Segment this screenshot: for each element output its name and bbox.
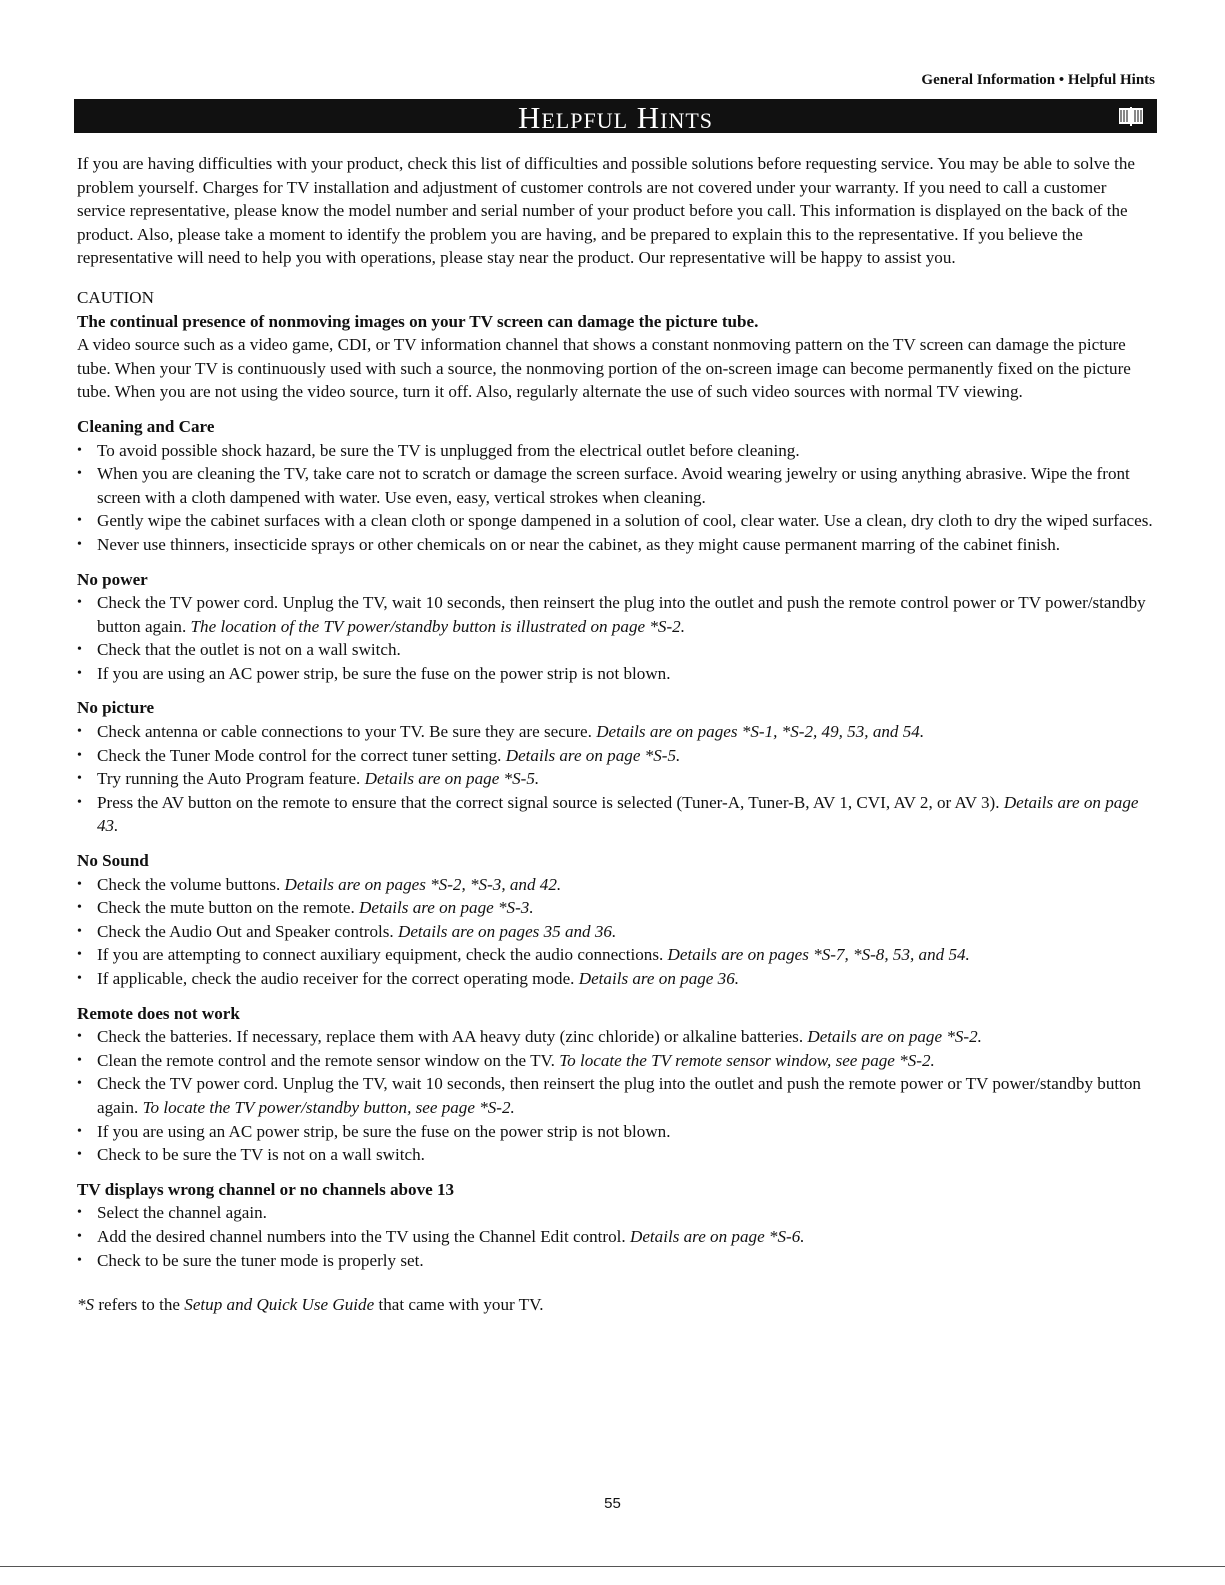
hint-text: Check the TV power cord. Unplug the TV, wait 10 seconds, then reinsert the plug into the outlet and push the remote control power or TV power/standby button again. bbox=[97, 593, 1146, 636]
hint-item bbox=[77, 967, 1157, 991]
footnote-guide: Setup and Quick Use Guide bbox=[184, 1295, 375, 1315]
page-reference: To locate the TV remote sensor window, see page *S-2. bbox=[559, 1050, 935, 1070]
hint-item bbox=[77, 1072, 1157, 1119]
hint-text: Check the Tuner Mode control for the correct tuner setting. bbox=[97, 745, 506, 765]
caution-headline: The continual presence of nonmoving images on your TV screen can damage the picture tube. bbox=[77, 311, 759, 331]
footnote-prefix: *S bbox=[77, 1295, 95, 1315]
hint-text: Try running the Auto Program feature. bbox=[97, 769, 365, 789]
section-title: No power bbox=[77, 569, 148, 589]
page-reference: Details are on page *S-6. bbox=[629, 1226, 805, 1246]
hint-text: Press the AV button on the remote to ensure that the correct signal source is selected (Tuner-A, Tuner-B, AV 1, CVI, AV 2, or AV 3). bbox=[97, 792, 1004, 812]
hint-item bbox=[77, 896, 1157, 920]
hint-item bbox=[77, 1249, 1157, 1273]
hint-list bbox=[77, 591, 1157, 685]
hint-item bbox=[77, 1120, 1157, 1144]
hint-item bbox=[77, 1049, 1157, 1073]
hint-item bbox=[77, 638, 1157, 662]
section-title: TV displays wrong channel or no channels above 13 bbox=[77, 1179, 455, 1199]
hint-text: Add the desired channel numbers into the TV using the Channel Edit control. bbox=[97, 1226, 630, 1246]
hint-list bbox=[77, 1025, 1157, 1167]
hint-text: Select the channel again. bbox=[97, 1203, 267, 1223]
hint-text: Check antenna or cable connections to your TV. Be sure they are secure. bbox=[97, 722, 597, 742]
hint-text: If applicable, check the audio receiver for the correct operating mode. bbox=[97, 969, 579, 988]
page-reference: Details are on pages *S-1, *S-2, 49, 53, and 54. bbox=[596, 722, 925, 742]
page-reference: To locate the TV power/standby button, see page *S-2. bbox=[142, 1097, 515, 1117]
caution-body: A video source such as a video game, CDI, or TV information channel that shows a constant nonmoving pattern on the TV screen can damage the picture tube. When your TV is continuously used with such a source, the nonmoving portion of the on-screen image can become permanently fixed on the picture tube. When you are not using the video source, turn it off. Also, regularly alternate the use of such video sources with normal TV viewing. bbox=[77, 335, 1131, 402]
hint-item bbox=[77, 509, 1157, 533]
hint-item bbox=[77, 439, 1157, 463]
bottom-rule bbox=[0, 1566, 1225, 1567]
hint-text: Check the mute button on the remote. bbox=[97, 898, 360, 918]
intro-paragraph: If you are having difficulties with your product, check this list of difficulties and possible solutions before requesting service. You may be able to solve the problem yourself. Charges for TV installation and adjustment of customer controls are not covered under your warranty. If you need to call a customer service representative, please know the model number and serial number of your product before you call. This information is displayed on the back of the product. Also, please take a moment to identify the problem you are having, and be prepared to explain this to the representative. If you believe the representative will need to help you with operations, please stay near the product. Our representative will be happy to assist you. bbox=[77, 154, 1136, 268]
hint-section bbox=[77, 1002, 1157, 1167]
hint-section bbox=[77, 1178, 1157, 1272]
page-reference: Details are on page *S-2. bbox=[807, 1027, 982, 1047]
hint-text: Check to be sure the TV is not on a wall switch. bbox=[97, 1145, 425, 1165]
page-reference: Details are on page *S-5. bbox=[505, 745, 681, 765]
footnote bbox=[77, 1293, 1157, 1317]
page-reference: Details are on pages *S-2, *S-3, and 42. bbox=[284, 874, 562, 894]
hint-text: Clean the remote control and the remote sensor window on the TV. bbox=[97, 1050, 560, 1070]
footnote-middle: refers to the bbox=[94, 1295, 185, 1315]
hint-item bbox=[77, 662, 1157, 686]
hint-text: To avoid possible shock hazard, be sure the TV is unplugged from the electrical outlet before cleaning. bbox=[97, 440, 800, 460]
hint-item bbox=[77, 920, 1157, 944]
hint-text: Never use thinners, insecticide sprays or other chemicals on or near the cabinet, as they might cause permanent marring of the cabinet finish. bbox=[97, 534, 1061, 554]
hint-text: Check that the outlet is not on a wall switch. bbox=[97, 640, 401, 660]
hint-text: If you are using an AC power strip, be sure the fuse on the power strip is not blown. bbox=[97, 663, 671, 683]
hint-item bbox=[77, 1025, 1157, 1049]
hint-item bbox=[77, 1225, 1157, 1249]
hint-list bbox=[77, 720, 1157, 838]
hint-text: Check the batteries. If necessary, replace them with AA heavy duty (zinc chloride) or alkaline batteries. bbox=[97, 1027, 808, 1047]
hint-list bbox=[77, 873, 1157, 991]
hint-text: Check the volume buttons. bbox=[97, 874, 285, 894]
page-reference: Details are on page *S-3. bbox=[359, 898, 534, 918]
hint-text: Check to be sure the tuner mode is properly set. bbox=[97, 1250, 424, 1270]
hint-text: Gently wipe the cabinet surfaces with a clean cloth or sponge dampened in a solution of cool, clear water. Use a clean, dry cloth to dry the wiped surfaces. bbox=[97, 511, 1153, 531]
section-title: Remote does not work bbox=[77, 1003, 240, 1023]
main-content bbox=[77, 152, 1157, 1317]
hint-item bbox=[77, 791, 1157, 838]
hint-text: When you are cleaning the TV, take care not to scratch or damage the screen surface. Avoid wearing jewelry or using anything abrasive. Wipe the front screen with a cloth dampened with water. Use even, easy, vertical strokes when cleaning. bbox=[97, 464, 1130, 507]
page-reference: Details are on pages *S-7, *S-8, 53, and 54. bbox=[667, 945, 970, 965]
caution-label: CAUTION bbox=[77, 287, 154, 307]
page-reference: Details are on page 36. bbox=[578, 969, 740, 988]
hint-item bbox=[77, 744, 1157, 768]
hint-section bbox=[77, 849, 1157, 991]
hint-text: If you are using an AC power strip, be sure the fuse on the power strip is not blown. bbox=[97, 1121, 671, 1141]
hint-item bbox=[77, 720, 1157, 744]
hint-text: If you are attempting to connect auxiliary equipment, check the audio connections. bbox=[97, 945, 668, 965]
page-reference: The location of the TV power/standby button is illustrated on page *S-2. bbox=[190, 616, 685, 636]
page-title: Helpful Hints bbox=[517, 100, 714, 135]
hint-text: Check the TV power cord. Unplug the TV, wait 10 seconds, then reinsert the plug into the outlet and push the remote power or TV power/standby button again. bbox=[97, 1074, 1141, 1117]
page-reference: Details are on pages 35 and 36. bbox=[397, 921, 617, 941]
running-header: General Information • Helpful Hints bbox=[921, 72, 1155, 88]
hint-section bbox=[77, 696, 1157, 838]
book-icon bbox=[1117, 104, 1145, 128]
section-title: No picture bbox=[77, 698, 155, 718]
hint-item bbox=[77, 591, 1157, 638]
hint-item bbox=[77, 1201, 1157, 1225]
hint-item bbox=[77, 462, 1157, 509]
hint-section bbox=[77, 568, 1157, 686]
section-banner bbox=[74, 99, 1157, 133]
page-reference: Details are on page *S-5. bbox=[364, 769, 540, 789]
hint-section bbox=[77, 415, 1157, 557]
page-number: 55 bbox=[604, 1495, 621, 1512]
hint-item bbox=[77, 533, 1157, 557]
caution-block bbox=[77, 286, 1157, 404]
hint-item bbox=[77, 943, 1157, 967]
section-title: No Sound bbox=[77, 851, 149, 871]
section-title: Cleaning and Care bbox=[77, 416, 215, 436]
hint-item bbox=[77, 767, 1157, 791]
hint-list bbox=[77, 439, 1157, 557]
hints-sections bbox=[77, 415, 1157, 1272]
hint-list bbox=[77, 1201, 1157, 1272]
footnote-suffix: that came with your TV. bbox=[374, 1295, 544, 1315]
hint-item bbox=[77, 1143, 1157, 1167]
page-reference: Details are on page 43. bbox=[97, 792, 1139, 836]
hint-item bbox=[77, 873, 1157, 897]
hint-text: Check the Audio Out and Speaker controls. bbox=[97, 921, 398, 941]
